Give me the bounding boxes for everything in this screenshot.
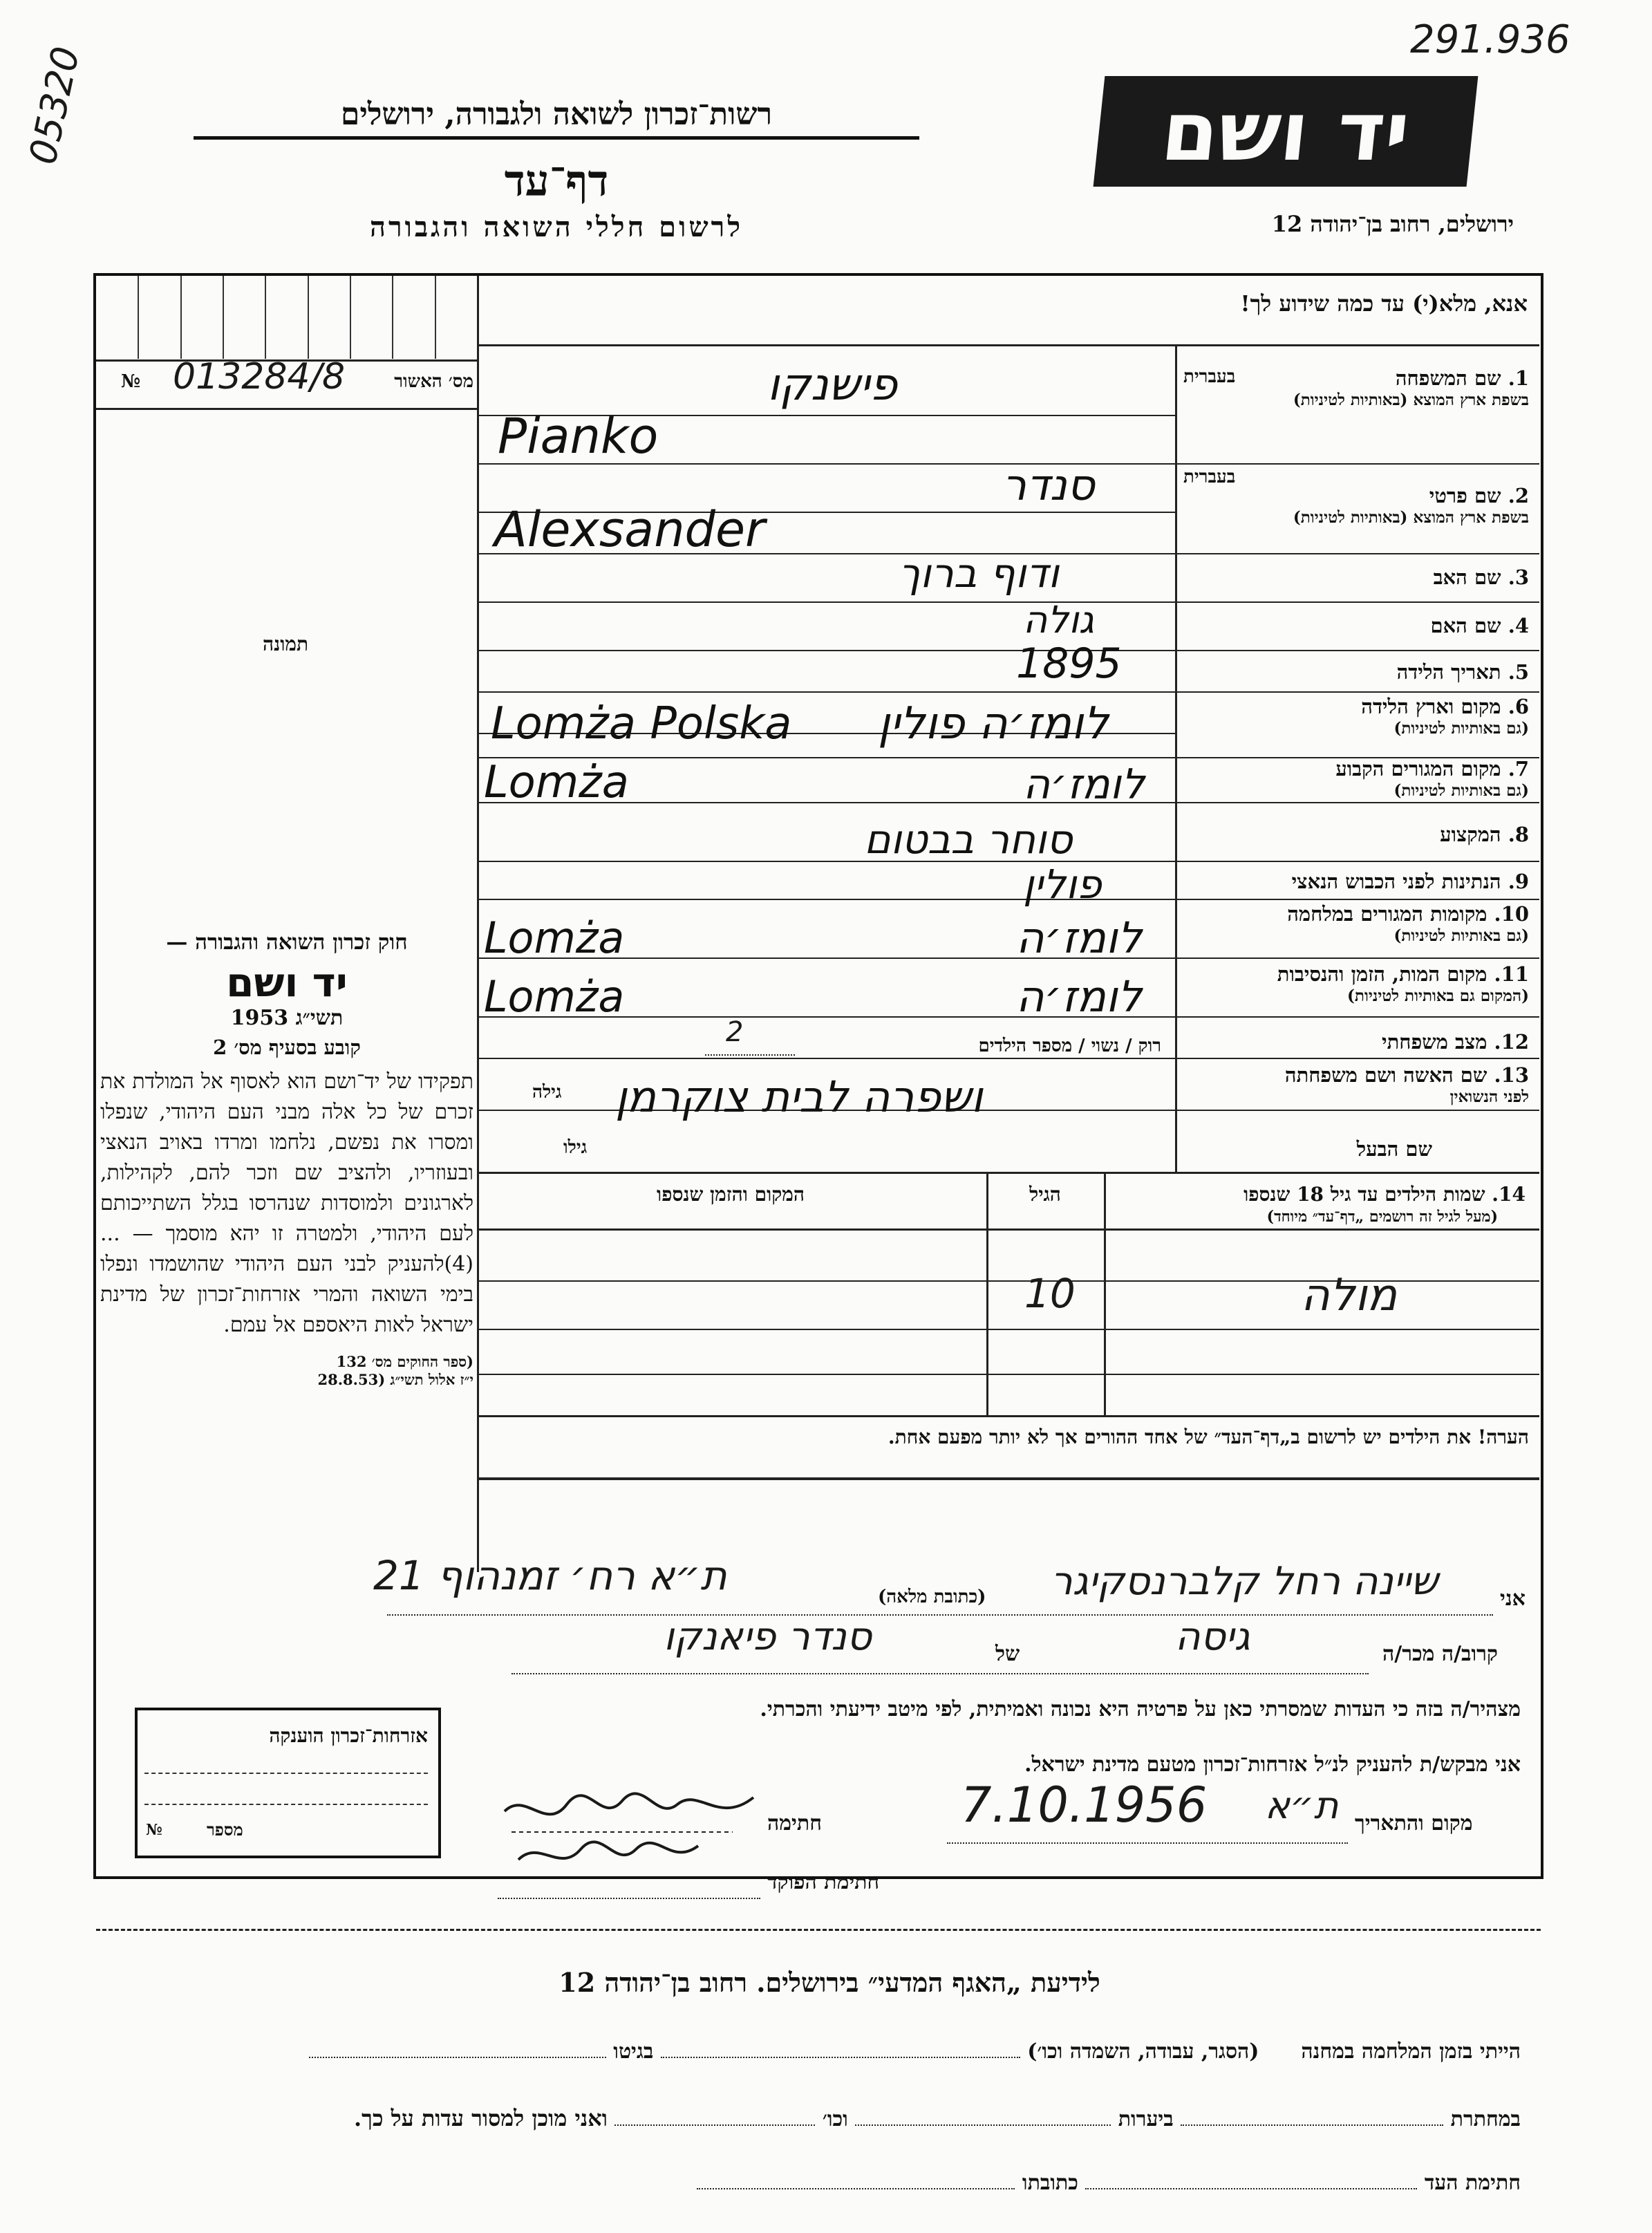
birthplace-latin[interactable]: Lomża Polska — [491, 698, 792, 749]
citizenship-number-label: מספר — [207, 1820, 243, 1840]
children-table — [478, 1173, 1539, 1477]
firstname-hebrew[interactable]: סנדר — [1002, 460, 1095, 510]
law-year: תשי״ג 1953 — [230, 1006, 344, 1030]
approval-label: מס׳ האשור — [394, 371, 473, 392]
child-age[interactable]: 10 — [1024, 1270, 1076, 1317]
decl-of-label: של — [995, 1642, 1020, 1666]
children-table-subtitle: (מעל לגיל זה רושמים „דף־עד״ מיוחד) — [1266, 1208, 1498, 1226]
form-title: דף־עד — [504, 156, 609, 206]
law-body: תפקידו של יד־ושם הוא לאסוף אל המולדת את זכרם של כל אלה מבני העם היהודי, שנפלו ומסרו את נפשם, נלחמו ומרדו באויב הנאצי ובעוזריו, ולהציב שם וזכר להם, לקהילות, לארגונים ולמוסדות שנהרסו בגלל השתייכותם לעם היהודי, ולמטרה זו יהא מוסמך — ...(4)להעניק לבני העם היהודי שהושמדו ונפלו בימי השואה והמרי אזרחות־זכרון של מדינת ישראל לאות היאספם אל עמם. — [100, 1069, 473, 1337]
victim-name-repeat[interactable]: סנדר פיאנקו — [664, 1614, 872, 1659]
field-1-title: שם המשפחה — [1395, 366, 1501, 390]
decl-request: אני מבקש/ת להעניק לנ״ל אזרחות־זכרון מטעם מדינת ישראל. — [1024, 1753, 1521, 1777]
footer-title: לידיעת „האגף המדעי״ בירושלים. רחוב בן־יהודה 12 — [559, 1967, 1100, 1998]
org-line: רשות־זכרון לשואה ולגבורה, ירושלים — [194, 97, 919, 140]
law-ref-1: (ספר החוקים מס׳ 132 — [336, 1353, 473, 1370]
wartime-residence-hebrew[interactable]: לומז׳ה — [1016, 913, 1142, 963]
field-5-label: 5. תאריך הלידה — [1396, 660, 1529, 684]
photo-label: תמונה — [263, 633, 309, 655]
surname-hebrew[interactable]: פישנקו — [767, 359, 898, 411]
decl-statement: מצהיר/ה בזה כי העדות שמסרתי כאן על פרטיה היא נכונה ואמיתית, לפי מיטב ידיעתי והכרתי. — [760, 1697, 1521, 1721]
field-13-label: 13. שם האשה ושם משפחתה לפני הנשואין — [1284, 1063, 1529, 1106]
field-2-label — [1183, 484, 1529, 527]
decl-address-label: (כתובת מלאה) — [878, 1587, 986, 1607]
logo-text: יד ושם — [1157, 84, 1414, 179]
approval-prefix: № — [121, 371, 141, 392]
father-name[interactable]: ודוף ברוך — [899, 550, 1060, 597]
occupation[interactable]: סוחר בבטום — [864, 816, 1073, 863]
citizenship-no: № — [146, 1821, 162, 1839]
children-table-title: 14. שמות הילדים עד גיל 18 שנספו — [1243, 1183, 1526, 1206]
citizenship[interactable]: פולין — [1023, 861, 1102, 908]
residence-latin[interactable]: Lomża — [484, 757, 629, 808]
firstname-latin[interactable]: Alexsander — [494, 501, 765, 558]
field-2-sub: בשפת ארץ המוצא (באותיות לטיניות) — [1293, 508, 1529, 527]
footer-line-1: הייתי בזמן המלחמה במחנה (הסגר, עבודה, השמדה וכו׳) בגיטו — [111, 2039, 1521, 2064]
residence-hebrew[interactable]: לומז׳ה — [1023, 760, 1145, 809]
law-clause: קובע בסעיף מס׳ 2 — [213, 1036, 361, 1059]
intro-text: אנא, מלא(י) עד כמה שידוע לך! — [1240, 290, 1528, 317]
children-count[interactable]: 2 — [726, 1016, 744, 1048]
field-12-label: 12. מצב משפחתי — [1382, 1030, 1529, 1054]
col-place-header: המקום והזמן שנספו — [657, 1183, 805, 1206]
declarant-relation[interactable]: גיסה — [1175, 1614, 1250, 1659]
margin-stamp: 05320 — [21, 42, 88, 169]
husband-age-label: גילו — [563, 1137, 588, 1158]
citizenship-box — [135, 1708, 441, 1858]
citizenship-title: אזרחות־זכרון הוענקה — [269, 1724, 428, 1747]
law-title: חוק זכרון השואה והגבורה — — [166, 930, 408, 955]
tick-boxes — [97, 276, 477, 359]
birth-date[interactable]: 1895 — [1016, 639, 1122, 688]
approval-number-row — [121, 356, 473, 404]
decl-i-am: אני — [1500, 1587, 1526, 1611]
field-2-hebrew-tag: בעברית — [1183, 467, 1236, 487]
field-8-label: 8. המקצוע — [1440, 823, 1529, 846]
col-age-header: הגיל — [1029, 1183, 1061, 1206]
place-date-label: מקום והתאריך — [1355, 1811, 1473, 1835]
death-place-hebrew[interactable]: לומז׳ה — [1016, 971, 1142, 1022]
wife-name[interactable]: ושפרה לבית צוקרמן — [615, 1072, 983, 1122]
approval-number[interactable]: 013284/8 — [173, 356, 346, 398]
wartime-residence-latin[interactable]: Lomża — [484, 913, 625, 963]
field-11-label: 11. מקום המות, הזמן והנסיבות (המקום גם באותיות לטיניות) — [1277, 962, 1529, 1005]
form-subtitle: לרשום חללי השואה והגבורה — [369, 211, 744, 243]
birthplace-hebrew[interactable]: לומז׳ה פולין — [878, 698, 1109, 749]
field-2-num: 2. — [1508, 484, 1529, 507]
label-divider — [1175, 346, 1177, 1172]
field-2-title: שם פרטי — [1429, 484, 1501, 507]
logo — [1093, 76, 1479, 187]
signature-mark — [498, 1784, 760, 1887]
surname-latin[interactable]: Pianko — [498, 408, 659, 465]
field-1-num: 1. — [1508, 366, 1529, 390]
death-place-latin[interactable]: Lomża — [484, 971, 625, 1022]
children-note: הערה! את הילדים יש לרשום ב„דף־העד״ של אחד ההורים אך לא יותר מפעם אחת. — [888, 1426, 1529, 1448]
address: ירושלים, רחוב בן־יהודה 12 — [1271, 211, 1514, 237]
field-3-label: 3. שם האב — [1433, 566, 1529, 589]
law-ref-2: י״ז אלול תשי״ג (28.8.53 — [317, 1371, 473, 1388]
official-signature-label: חתימת הפוקד — [767, 1870, 880, 1894]
field-10-label: 10. מקומות המגורים במלחמה (גם באותיות לטיניות) — [1287, 902, 1529, 945]
declarant-address[interactable]: ת״א רח׳ זמנהוף 21 — [373, 1552, 727, 1599]
law-name: יד ושם — [226, 959, 348, 1006]
wife-age-label: גילה — [532, 1082, 562, 1103]
field-9-label: 9. הנתינות לפני הכבוש הנאצי — [1291, 870, 1529, 893]
child-name[interactable]: מולה — [1301, 1270, 1398, 1321]
field-6-label: 6. מקום וארץ הלידה (גם באותיות לטיניות) — [1361, 695, 1529, 738]
footer-line-3: חתימת העד כתובתו — [622, 2171, 1521, 2195]
law-block — [100, 930, 473, 1389]
footer-line-2: במחתרת ביערות וכו׳ ואני מוכן למסור עדות על כך. — [353, 2105, 1521, 2131]
field-1-hebrew-tag: בעברית — [1183, 366, 1236, 387]
decl-relative-label: קרוב/ה מכר/ה — [1382, 1642, 1498, 1666]
field-4-label: 4. שם האם — [1430, 614, 1529, 637]
signature-label: חתימה — [767, 1811, 822, 1835]
field-1-sub: בשפת ארץ המוצא (באותיות לטיניות) — [1293, 391, 1529, 409]
file-number: 291.936 — [1410, 17, 1570, 62]
declarant-name[interactable]: שיינה רחל קלברנסקיגר — [1051, 1559, 1438, 1604]
date[interactable]: 7.10.1956 — [961, 1777, 1208, 1833]
husband-label: שם הבעל — [1356, 1137, 1432, 1161]
marital-options: רוק / נשוי / מספר הילדים — [978, 1036, 1161, 1056]
place[interactable]: ת״א — [1265, 1784, 1339, 1827]
mother-name[interactable]: גולה — [1023, 598, 1094, 642]
field-7-label: 7. מקום המגורים הקבוע (גם באותיות לטיניות) — [1335, 757, 1529, 800]
